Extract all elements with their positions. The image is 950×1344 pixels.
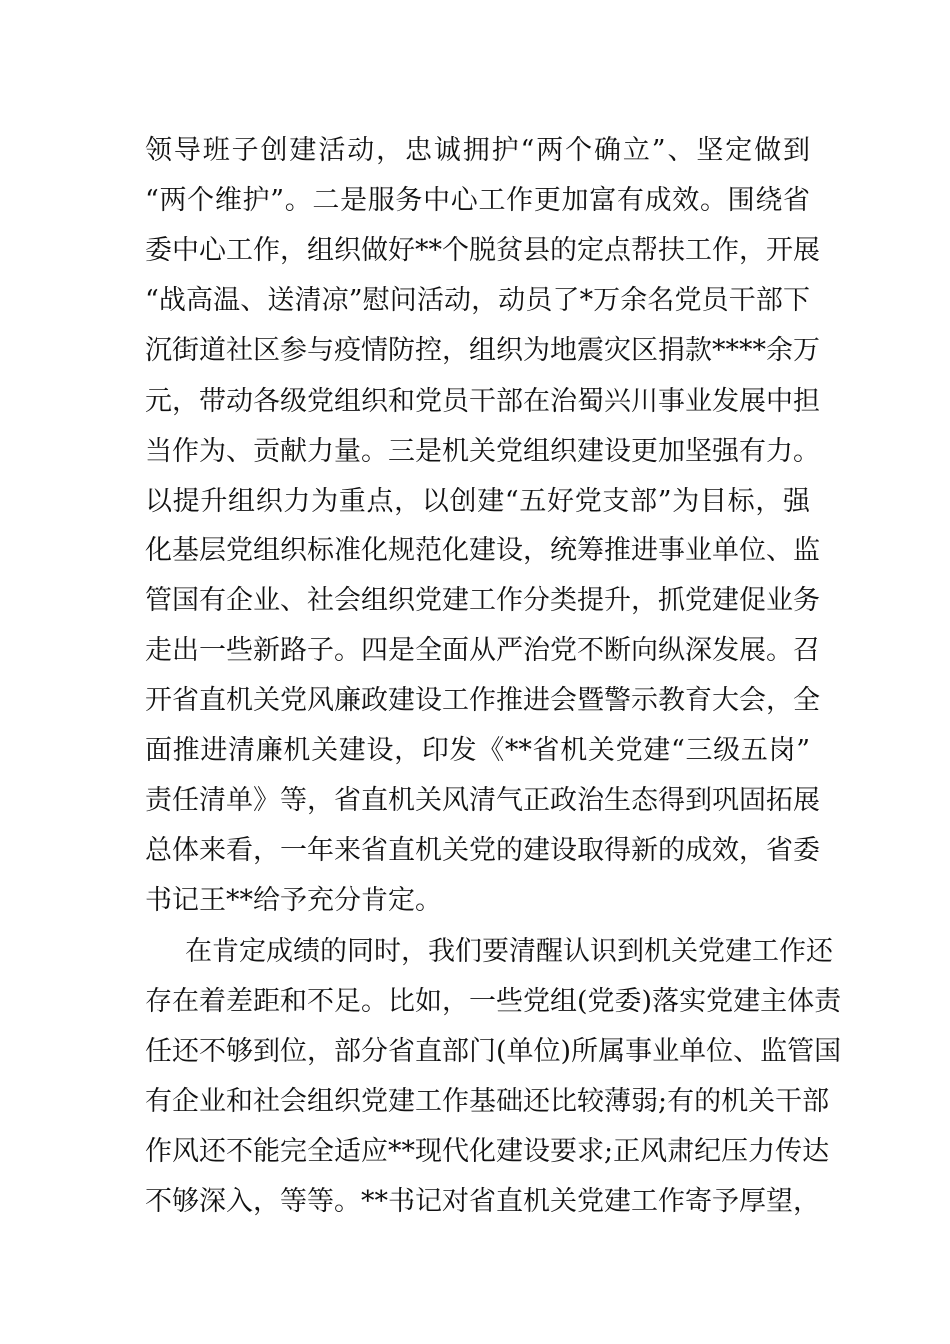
text-line: 总体来看，一年来省直机关党的建设取得新的成效，省委 bbox=[145, 835, 820, 866]
text-line: 沉街道社区参与疫情防控，组织为地震灾区捐款****余万 bbox=[145, 335, 820, 366]
text-line: 作风还不能完全适应**现代化建设要求;正风肃纪压力传达 bbox=[145, 1136, 830, 1167]
text-line: 有企业和社会组织党建工作基础还比较薄弱;有的机关干部 bbox=[145, 1086, 830, 1117]
text-line: 领导班子创建活动，忠诚拥护“两个确立”、坚定做到 bbox=[145, 135, 810, 166]
text-line: 委中心工作，组织做好**个脱贫县的定点帮扶工作，开展 bbox=[145, 235, 820, 266]
text-line: 责任清单》等，省直机关风清气正政治生态得到巩固拓展 bbox=[145, 785, 820, 816]
text-line: 面推进清廉机关建设，印发《**省机关党建“三级五岗” bbox=[145, 735, 810, 766]
text-line: 管国有企业、社会组织党建工作分类提升，抓党建促业务 bbox=[145, 585, 820, 616]
text-line: 不够深入，等等。**书记对省直机关党建工作寄予厚望， bbox=[145, 1186, 820, 1217]
text-line: “战高温、送清凉”慰问活动，动员了*万余名党员干部下 bbox=[145, 285, 810, 316]
text-line: 以提升组织力为重点，以创建“五好党支部”为目标，强 bbox=[145, 486, 810, 517]
text-line: 当作为、贡献力量。三是机关党组织建设更加坚强有力。 bbox=[145, 436, 820, 467]
text-line: 开省直机关党风廉政建设工作推进会暨警示教育大会，全 bbox=[145, 685, 820, 716]
text-line: 元，带动各级党组织和党员干部在治蜀兴川事业发展中担 bbox=[145, 386, 820, 417]
text-line: 走出一些新路子。四是全面从严治党不断向纵深发展。召 bbox=[145, 635, 820, 666]
text-line: 存在着差距和不足。比如，一些党组(党委)落实党建主体责 bbox=[145, 986, 842, 1017]
text-line: “两个维护”。二是服务中心工作更加富有成效。围绕省 bbox=[145, 185, 810, 216]
text-line: 化基层党组织标准化规范化建设，统筹推进事业单位、监 bbox=[145, 535, 820, 566]
text-line: 书记王**给予充分肯定。 bbox=[145, 885, 442, 916]
text-line: 在肯定成绩的同时，我们要清醒认识到机关党建工作还 bbox=[185, 936, 833, 967]
text-line: 任还不够到位，部分省直部门(单位)所属事业单位、监管国 bbox=[145, 1036, 842, 1067]
